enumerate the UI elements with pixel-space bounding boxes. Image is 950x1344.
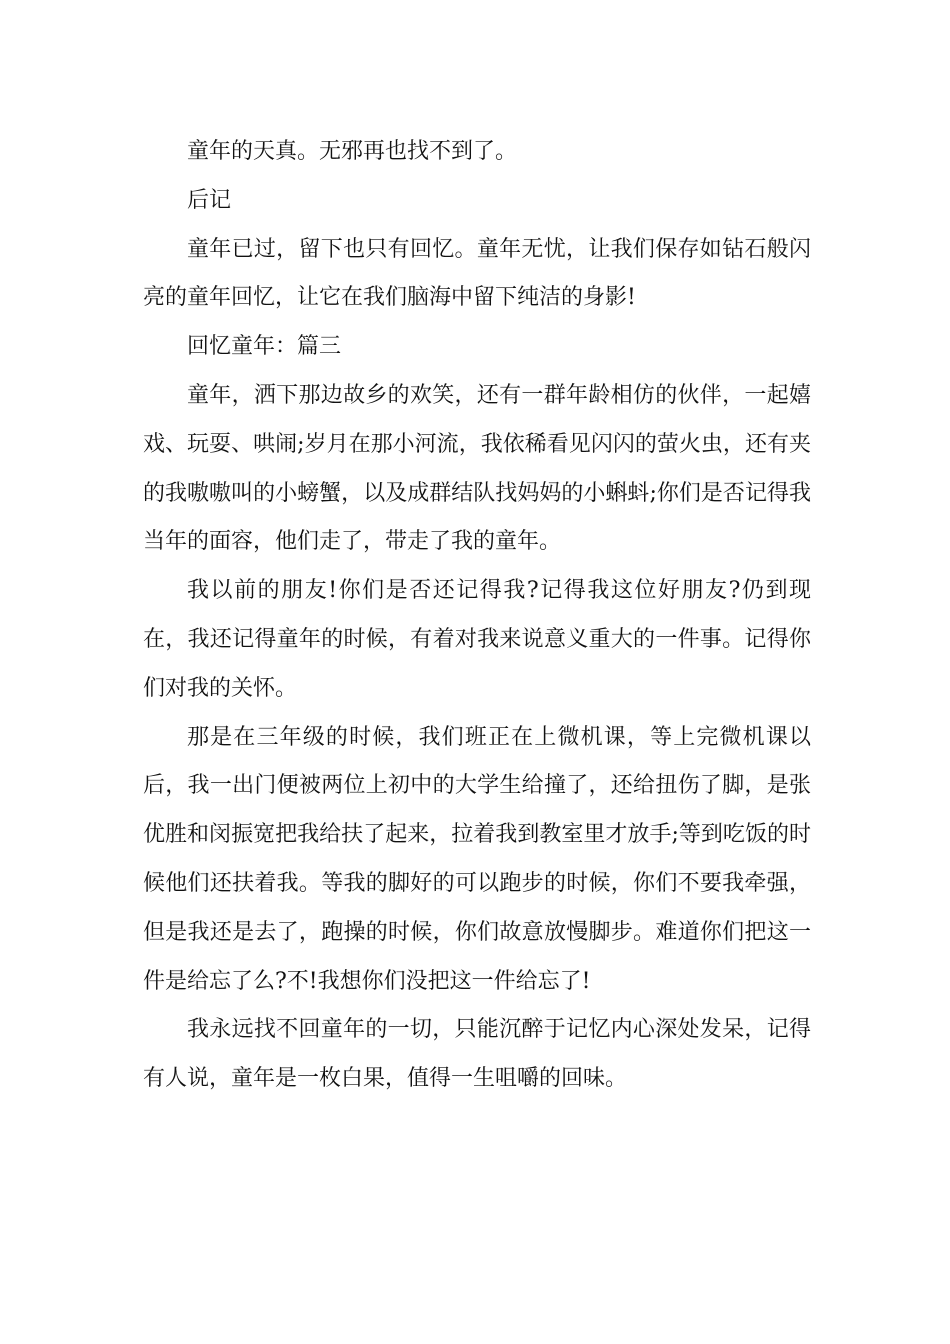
section-heading-afterword: 后记 xyxy=(187,187,232,213)
paragraph-old-friends: 我以前的朋友!你们是否还记得我?记得我这位好朋友?仍到现在，我还记得童年的时候，有着对我来说意义重大的一件事。记得你们对我的关怀。 xyxy=(143,578,811,701)
paragraph-childhood-memories: 童年，洒下那边故乡的欢笑，还有一群年龄相仿的伙伴，一起嬉戏、玩耍、哄闹;岁月在那小河流，我依稀看见闪闪的萤火虫，还有夹的我嗷嗷叫的小螃蟹，以及成群结队找妈妈的小蝌蚪;你们是否记得我当年的面容，他们走了，带走了我的童年。 xyxy=(143,382,811,555)
paragraph-continuation: 童年的天真。无邪再也找不到了。 xyxy=(187,139,518,164)
document-body xyxy=(143,128,811,1104)
section-heading-part-three: 回忆童年：篇三 xyxy=(187,334,342,360)
paragraph-third-grade-story: 那是在三年级的时候，我们班正在上微机课，等上完微机课以后，我一出门便被两位上初中的大学生给撞了，还给扭伤了脚，是张优胜和闵振宽把我给扶了起来，拉着我到教室里才放手;等到吃饭的时候他们还扶着我。等我的脚好的可以跑步的时候，你们不要我牵强，但是我还是去了，跑操的时候，你们故意放慢脚步。难道你们把这一件是给忘了么?不!我想你们没把这一件给忘了! xyxy=(143,724,811,994)
paragraph-afterword: 童年已过，留下也只有回忆。童年无忧，让我们保存如钻石般闪亮的童年回忆，让它在我们脑海中留下纯洁的身影! xyxy=(143,236,811,311)
paragraph-conclusion: 我永远找不回童年的一切，只能沉醉于记忆内心深处发呆，记得有人说，童年是一枚白果，值得一生咀嚼的回味。 xyxy=(143,1017,811,1092)
